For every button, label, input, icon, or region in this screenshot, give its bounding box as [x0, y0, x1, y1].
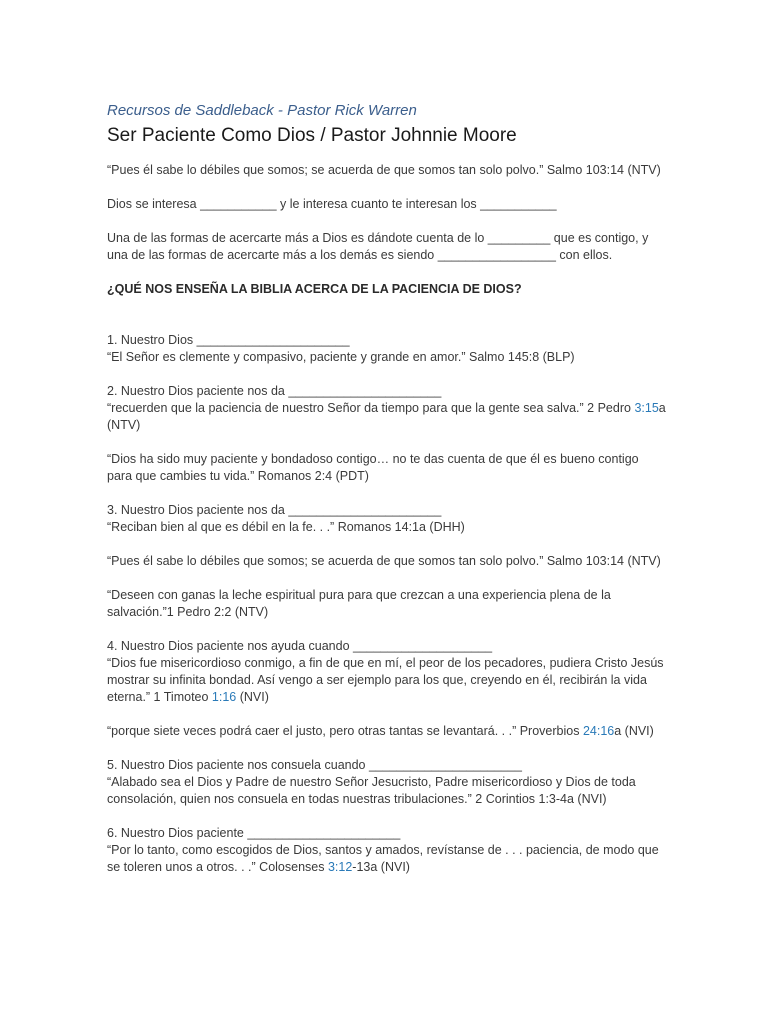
point-2-title: 2. Nuestro Dios paciente nos da ______________________ — [107, 384, 442, 398]
point-4-quote — [107, 656, 664, 704]
point-3 — [107, 502, 667, 536]
point-5 — [107, 757, 667, 808]
point-6-quote — [107, 843, 659, 874]
point-3-quote: “Reciban bien al que es débil en la fe. . .” Romanos 14:1a (DHH) — [107, 520, 465, 534]
point-4-quote-text: “Dios fue misericordioso conmigo, a fin de que en mí, el peor de los pecadores, pudiera Cristo Jesús mostrar su infinita bondad. Así vengo a ser ejemplo para los que, creyendo en él, recibirán la vida eterna.” 1 Timoteo — [107, 656, 664, 704]
point-6-title: 6. Nuestro Dios paciente ______________________ — [107, 826, 401, 840]
point-2-quote-text: “recuerden que la paciencia de nuestro Señor da tiempo para que la gente sea salva.” 2 Pedro — [107, 401, 635, 415]
point-4-title: 4. Nuestro Dios paciente nos ayuda cuando ____________________ — [107, 639, 493, 653]
point-4-quote-version: (NVI) — [236, 690, 269, 704]
point-2-quote — [107, 401, 666, 432]
point-2-quote-version: a (NTV) — [107, 401, 666, 432]
intro-fill-in-1: Dios se interesa ___________ y le interesa cuanto te interesan los ___________ — [107, 197, 557, 211]
verse-link-3-12[interactable]: 3:12 — [327, 860, 353, 874]
point-4-extra-text: “porque siete veces podrá caer el justo, pero otras tantas se levantará. . .” Proverbios — [107, 724, 583, 738]
point-3-title: 3. Nuestro Dios paciente nos da ______________________ — [107, 503, 442, 517]
point-6 — [107, 825, 667, 876]
point-3-extra-quote-1: “Pues él sabe lo débiles que somos; se acuerda de que somos tan solo polvo.” Salmo 103:14 (NTV) — [107, 554, 661, 568]
section-heading: ¿QUÉ NOS ENSEÑA LA BIBLIA ACERCA DE LA PACIENCIA DE DIOS? — [107, 282, 522, 296]
point-3-extra-quote-2: “Deseen con ganas la leche espiritual pura para que crezcan a una experiencia plena de la salvación.”1 Pedro 2:2 (NTV) — [107, 588, 611, 619]
intro-quote: “Pues él sabe lo débiles que somos; se acuerda de que somos tan solo polvo.” Salmo 103:14 (NTV) — [107, 163, 661, 177]
document-subtitle: Recursos de Saddleback - Pastor Rick Warren — [107, 102, 417, 119]
point-4 — [107, 638, 667, 706]
point-4-extra-version: a (NVI) — [614, 724, 654, 738]
point-5-quote: “Alabado sea el Dios y Padre de nuestro Señor Jesucristo, Padre misericordioso y Dios de toda consolación, quien nos consuela en todas nuestras tribulaciones.” 2 Corintios 1:3-4a (NVI) — [107, 775, 636, 806]
verse-link-3-15[interactable]: 3:15 — [634, 401, 659, 415]
point-4-extra-quote — [107, 723, 667, 740]
verse-link-24-16[interactable]: 24:16 — [582, 724, 615, 738]
point-6-quote-version: -13a (NVI) — [352, 860, 410, 874]
document-page — [107, 101, 667, 893]
point-1-title: 1. Nuestro Dios ______________________ — [107, 333, 350, 347]
point-1-quote: “El Señor es clemente y compasivo, paciente y grande en amor.” Salmo 145:8 (BLP) — [107, 350, 575, 364]
intro-fill-in-2: Una de las formas de acercarte más a Dios es dándote cuenta de lo _________ que es contigo, y una de las formas de acercarte más a los demás es siendo _________________ con ellos. — [107, 231, 649, 262]
point-6-quote-text: “Por lo tanto, como escogidos de Dios, santos y amados, revístanse de . . . paciencia, de modo que se toleren unos a otros. . .” Colosenses — [107, 843, 659, 874]
point-2 — [107, 383, 667, 434]
document-title: Ser Paciente Como Dios / Pastor Johnnie Moore — [107, 125, 517, 146]
point-1 — [107, 332, 667, 366]
point-2-extra-quote: “Dios ha sido muy paciente y bondadoso contigo… no te das cuenta de que él es bueno contigo para que cambies tu vida.” Romanos 2:4 (PDT) — [107, 452, 639, 483]
verse-link-1-16[interactable]: 1:16 — [211, 690, 237, 704]
point-5-title: 5. Nuestro Dios paciente nos consuela cuando ______________________ — [107, 758, 522, 772]
